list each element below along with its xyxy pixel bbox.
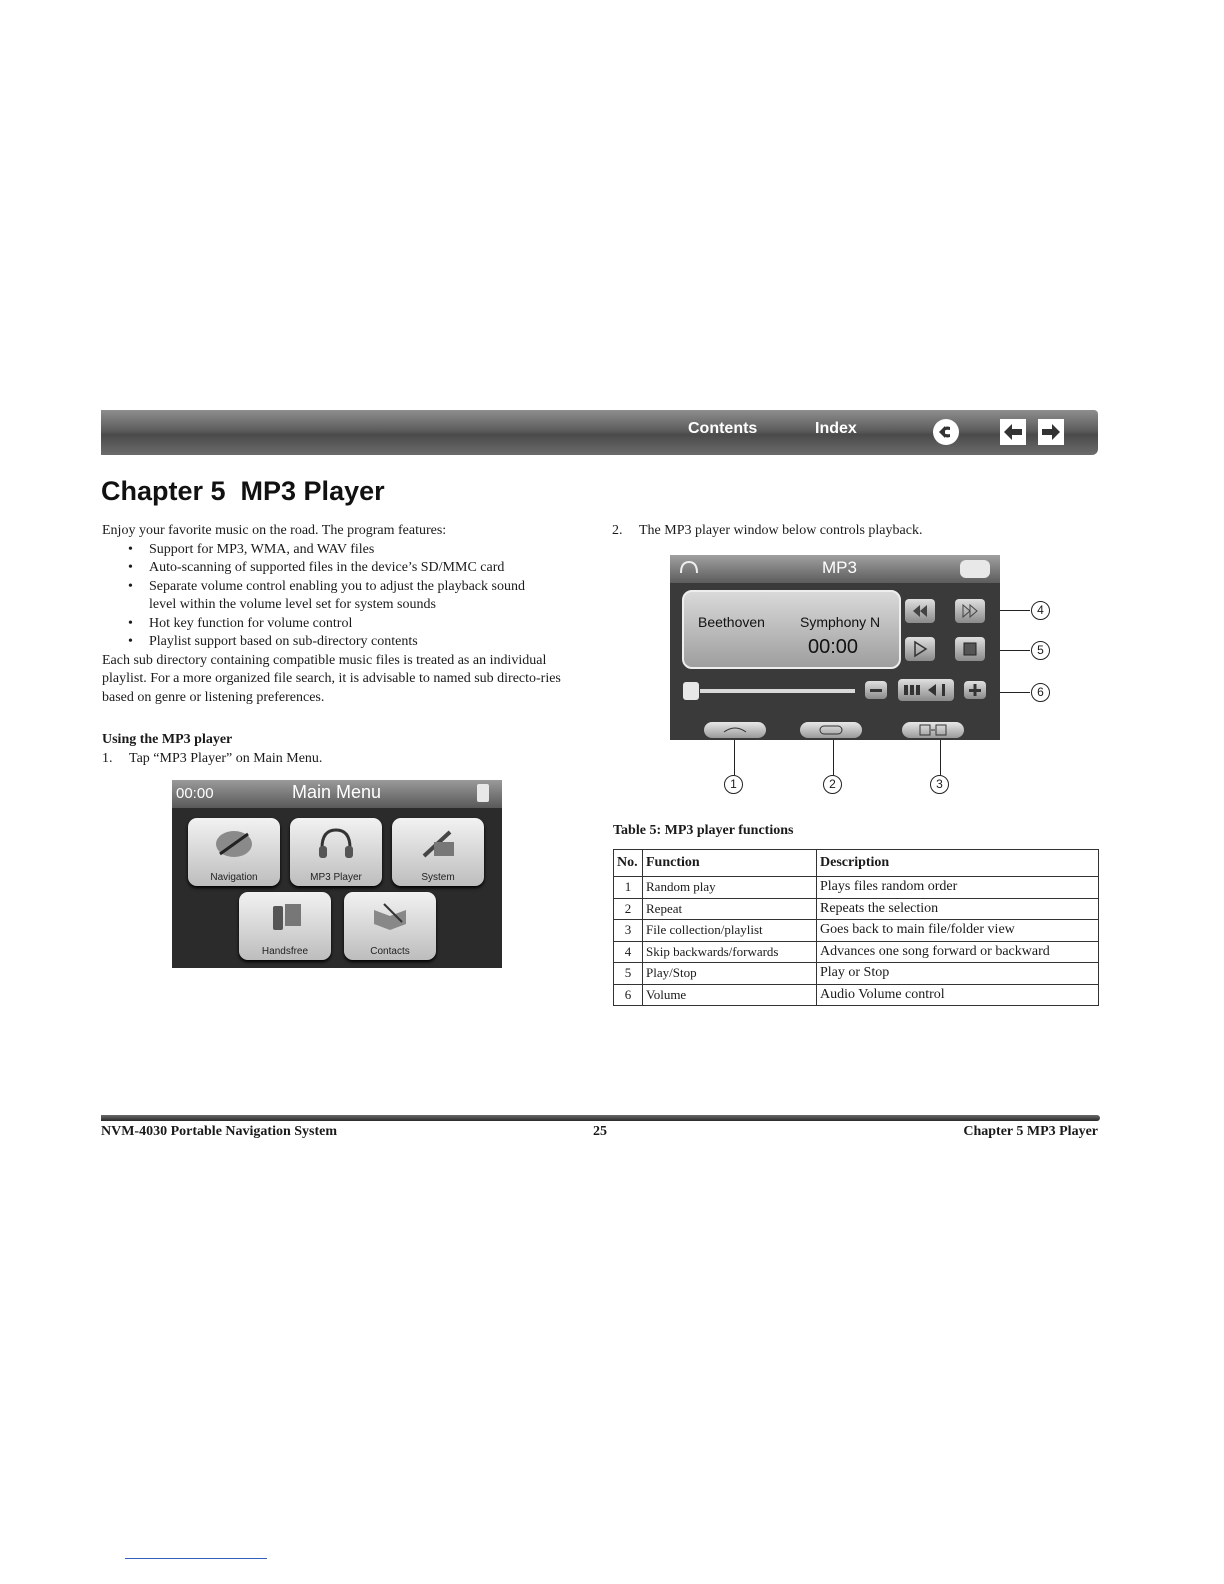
step-text: The MP3 player window below controls playback. <box>639 523 923 538</box>
trash-icon[interactable] <box>477 784 489 802</box>
index-link[interactable]: Index <box>815 420 857 437</box>
volume-up-button[interactable] <box>964 681 986 699</box>
volume-down-button[interactable] <box>865 681 887 699</box>
table-cell: Plays files random order <box>817 877 1099 899</box>
tools-icon <box>418 826 458 862</box>
intro-section <box>102 522 592 707</box>
system-tile[interactable] <box>392 818 484 886</box>
navigation-tile-label: Navigation <box>210 872 258 883</box>
mp3-player-screenshot <box>670 555 1000 740</box>
mp3-player-tile-label: MP3 Player <box>310 872 362 883</box>
repeat-icon <box>800 722 862 738</box>
song-text: Symphony N <box>800 614 881 630</box>
shuffle-icon <box>704 722 766 738</box>
step-1 <box>102 751 322 767</box>
table-cell: Play or Stop <box>817 963 1099 985</box>
callout-leader <box>1000 692 1030 693</box>
table-cell: 2 <box>614 898 643 920</box>
column-header: Function <box>643 850 817 877</box>
table-cell: 6 <box>614 984 643 1006</box>
callout-leader <box>734 740 735 775</box>
navigation-tile[interactable] <box>188 818 280 886</box>
contacts-tile-label: Contacts <box>370 946 410 957</box>
table-cell: Repeat <box>643 898 817 920</box>
column-header: Description <box>817 850 1099 877</box>
track-display <box>682 590 901 669</box>
next-page-icon[interactable] <box>1038 419 1064 445</box>
main-menu-title-bar <box>172 780 502 808</box>
table-cell: Volume <box>643 984 817 1006</box>
skip-backward-button[interactable] <box>905 599 935 623</box>
volume-slider-handle[interactable] <box>683 682 699 700</box>
skip-back-icon <box>905 599 935 623</box>
table-row <box>614 984 1099 1006</box>
list-item: • Separate volume control enabling you to adjust the playback sound <box>102 578 592 597</box>
table-cell: 3 <box>614 920 643 942</box>
callout-leader <box>1000 650 1030 651</box>
table-header-row <box>614 850 1099 877</box>
callout-leader <box>940 740 941 775</box>
feature-list <box>102 541 592 652</box>
skip-forward-icon <box>955 599 985 623</box>
table-cell: Random play <box>643 877 817 899</box>
functions-table <box>613 849 1099 1006</box>
contacts-tile[interactable] <box>344 892 436 960</box>
random-play-button[interactable] <box>704 722 766 738</box>
list-item-continuation: level within the volume level set for system sounds <box>149 597 436 612</box>
callout-4: 4 <box>1031 601 1050 620</box>
callout-2: 2 <box>823 775 842 794</box>
column-header: No. <box>614 850 643 877</box>
volume-level-indicator <box>898 679 954 701</box>
callout-5: 5 <box>1031 641 1050 660</box>
table-cell: 1 <box>614 877 643 899</box>
return-button[interactable] <box>960 560 990 578</box>
mp3-title: MP3 <box>822 558 857 577</box>
clock-text: 00:00 <box>176 785 214 802</box>
main-menu-title: Main Menu <box>292 782 382 802</box>
play-button[interactable] <box>905 637 935 661</box>
divider <box>125 1558 267 1559</box>
table-cell: Goes back to main file/folder view <box>817 920 1099 942</box>
table-cell: Audio Volume control <box>817 984 1099 1006</box>
headphones-icon <box>678 559 700 579</box>
contents-link[interactable]: Contents <box>688 420 758 437</box>
list-item: • Auto-scanning of supported files in the device’s SD/MMC card <box>102 559 592 578</box>
footer-product-name: NVM-4030 Portable Navigation System <box>101 1124 338 1139</box>
play-icon <box>905 637 935 661</box>
table-title: Table 5: MP3 player functions <box>613 823 794 838</box>
system-tile-label: System <box>421 872 455 883</box>
skip-forward-button[interactable] <box>955 599 985 623</box>
handsfree-tile[interactable] <box>239 892 331 960</box>
page-number: 25 <box>593 1124 607 1139</box>
table-cell: File collection/playlist <box>643 920 817 942</box>
table-row <box>614 898 1099 920</box>
callout-leader <box>1000 610 1030 611</box>
footer-rule <box>101 1115 1100 1121</box>
volume-slider-track[interactable] <box>700 689 855 693</box>
table-cell: Advances one song forward or backward <box>817 941 1099 963</box>
intro-lead: Enjoy your favorite music on the road. The program features: <box>102 523 447 538</box>
artist-text: Beethoven <box>698 614 765 630</box>
stop-button[interactable] <box>955 637 985 661</box>
handsfree-tile-label: Handsfree <box>261 946 309 957</box>
folder-icon <box>902 722 964 738</box>
chapter-title: Chapter 5 MP3 Player <box>101 476 385 506</box>
step-2 <box>612 523 922 539</box>
table-row <box>614 920 1099 942</box>
step-number: 1. <box>102 751 113 766</box>
speaker-icon <box>898 679 954 701</box>
compass-icon <box>214 826 254 862</box>
plus-icon <box>964 681 986 699</box>
table-cell: Skip backwards/forwards <box>643 941 817 963</box>
main-menu-screenshot <box>172 780 502 968</box>
table-cell: 4 <box>614 941 643 963</box>
intro-paragraph: Each sub directory containing compatible music files is treated as an individual playlist. For a more organized file search, it is advisable to named sub directo-ries based on genre or listening preferences. <box>102 652 561 705</box>
section-heading: Using the MP3 player <box>102 732 233 747</box>
repeat-button[interactable] <box>800 722 862 738</box>
back-arrow-icon[interactable] <box>933 419 959 445</box>
mp3-player-tile[interactable] <box>290 818 382 886</box>
step-text: Tap “MP3 Player” on Main Menu. <box>129 751 323 766</box>
minus-icon <box>865 681 887 699</box>
previous-page-icon[interactable] <box>1000 419 1026 445</box>
mp3-title-bar <box>670 555 1000 583</box>
callout-6: 6 <box>1031 683 1050 702</box>
phone-icon <box>265 900 305 936</box>
table-row <box>614 877 1099 899</box>
address-book-icon <box>370 900 410 936</box>
playlist-button[interactable] <box>902 722 964 738</box>
table-row <box>614 941 1099 963</box>
top-navigation-bar <box>101 410 1098 455</box>
table-cell: Repeats the selection <box>817 898 1099 920</box>
headphones-icon <box>316 826 356 862</box>
stop-icon <box>955 637 985 661</box>
table-cell: 5 <box>614 963 643 985</box>
step-number: 2. <box>612 523 623 538</box>
list-item: • Hot key function for volume control <box>102 615 592 634</box>
table-row <box>614 963 1099 985</box>
callout-leader <box>833 740 834 775</box>
elapsed-time: 00:00 <box>808 636 859 658</box>
callout-1: 1 <box>724 775 743 794</box>
table-cell: Play/Stop <box>643 963 817 985</box>
list-item: • Playlist support based on sub-directory contents <box>102 633 592 652</box>
footer-chapter-name: Chapter 5 MP3 Player <box>963 1124 1098 1139</box>
list-item: • Support for MP3, WMA, and WAV files <box>102 541 592 560</box>
callout-3: 3 <box>930 775 949 794</box>
